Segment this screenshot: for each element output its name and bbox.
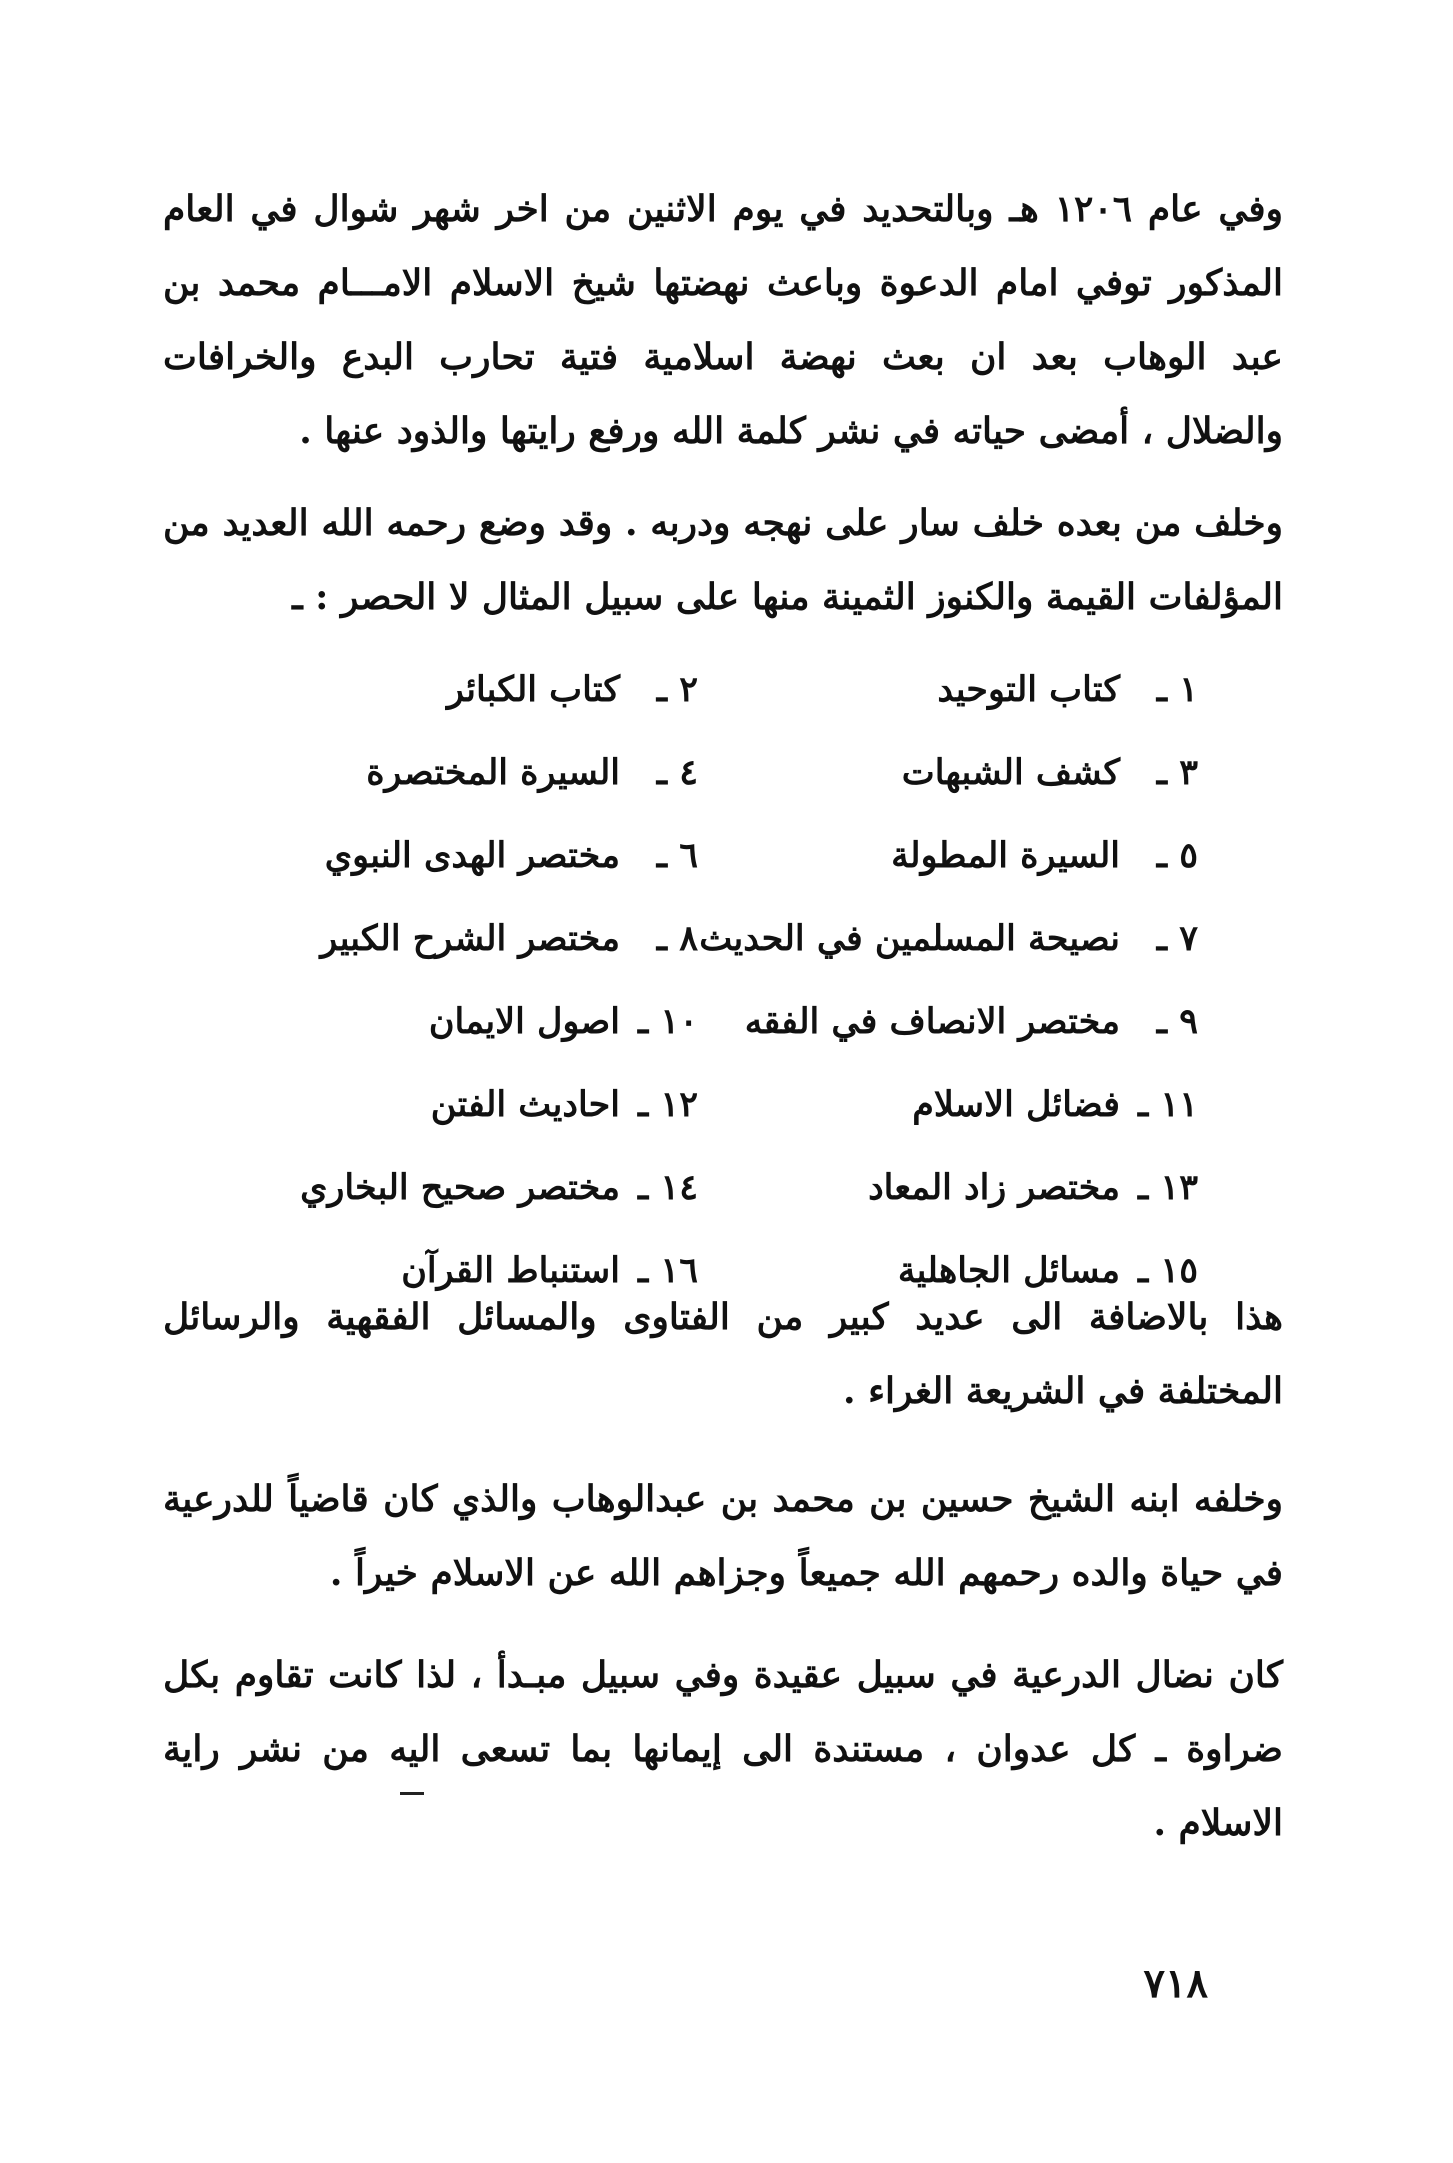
paragraph-death-of-imam: وفي عام ١٢٠٦ هـ وبالتحديد في يوم الاثنين من اخر شهر شوال في العام المذكور توفي امام الدعوة وباعث نهضتها شيخ الاسلام الامـــام محمد بن عبد الوهاب بعد ان بعث نهضة اسلامية فتية تحارب البدع والخرافات والضلال ، أمضى حياته في نشر كلمة الله ورفع رايتها والذود عنها . [163,188,1283,452]
list-item [698,980,1198,1063]
list-item [698,731,1198,814]
item-title: مختصر زاد المعاد [868,1167,1120,1208]
item-number: ٢ ـ [656,669,698,710]
item-title: اصول الايمان [428,1001,620,1042]
list-item [178,814,698,897]
item-title: كتاب الكبائر [446,669,620,710]
item-number: ١ ـ [1156,669,1198,710]
item-number: ١٥ ـ [1137,1250,1198,1291]
item-number: ١١ ـ [1137,1084,1198,1125]
list-item [178,897,698,980]
item-title: استنباط القرآن [401,1250,620,1291]
item-title: مختصر الانصاف في الفقه [744,1001,1120,1042]
list-item [178,1146,698,1229]
page-number: ٧١٨ [1143,1960,1208,2007]
paragraph-successors-intro: وخلف من بعده خلف سار على نهجه ودربه . وقد وضع رحمه الله العديد من المؤلفات القيمة والكنوز الثمينة منها على سبيل المثال لا الحصر : ـ [163,502,1283,618]
list-item [698,648,1198,731]
item-number: ٤ ـ [656,752,698,793]
item-number: ١٦ ـ [637,1250,698,1291]
item-number: ١٣ ـ [1137,1167,1198,1208]
item-number: ١٤ ـ [637,1167,698,1208]
works-list [178,648,1198,1312]
paragraph-additional-works: هذا بالاضافة الى عديد كبير من الفتاوى والمسائل الفقهية والرسائل المختلفة في الشريعة الغراء . [163,1296,1283,1412]
item-title: مختصر الهدى النبوي [324,835,620,876]
item-title: السيرة المطولة [891,835,1120,876]
list-item [698,897,1198,980]
item-number: ١٠ ـ [637,1001,698,1042]
item-number: ١٢ ـ [637,1084,698,1125]
item-title: احاديث الفتن [430,1084,620,1125]
list-item [698,1146,1198,1229]
stray-dash-mark [400,1792,424,1795]
paragraph-son-succession: وخلفه ابنه الشيخ حسين بن محمد بن عبدالوهاب والذي كان قاضياً للدرعية في حياة والده رحمهم الله جميعاً وجزاهم الله عن الاسلام خيراً . [163,1478,1283,1594]
item-number: ٨ ـ [656,918,698,959]
item-number: ٥ ـ [1156,835,1198,876]
item-title: مختصر الشرح الكبير [320,918,620,959]
item-title: كشف الشبهات [901,752,1120,793]
list-item [178,980,698,1063]
item-number: ٦ ـ [656,835,698,876]
list-item [698,814,1198,897]
list-item [698,1063,1198,1146]
list-item [178,648,698,731]
list-item [178,1063,698,1146]
item-number: ٩ ـ [1156,1001,1198,1042]
item-number: ٣ ـ [1156,752,1198,793]
item-title: فضائل الاسلام [912,1084,1120,1125]
list-item [178,731,698,814]
item-title: السيرة المختصرة [366,752,620,793]
item-number: ٧ ـ [1156,918,1198,959]
item-title: نصيحة المسلمين في الحديث [699,918,1120,959]
item-title: مختصر صحيح البخاري [300,1167,620,1208]
item-title: كتاب التوحيد [937,669,1120,710]
paragraph-diriyah-struggle: كان نضال الدرعية في سبيل عقيدة وفي سبيل مبـدأ ، لذا كانت تقاوم بكل ضراوة ـ كل عدوان ، مستندة الى إيمانها بما تسعى اليه من نشر راية الاسلام . [163,1654,1283,1844]
item-title: مسائل الجاهلية [897,1250,1120,1291]
